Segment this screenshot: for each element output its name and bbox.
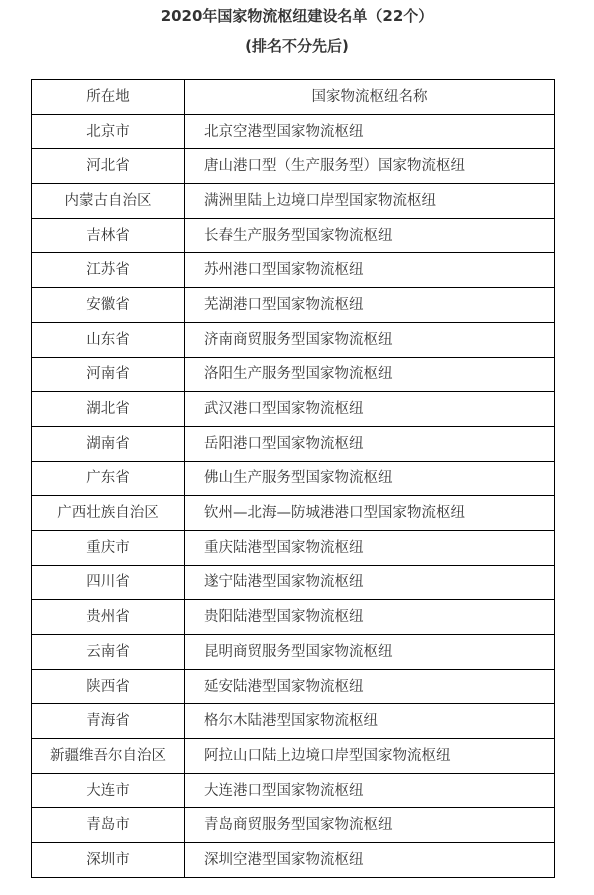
cell-location: 内蒙古自治区	[32, 184, 185, 219]
cell-location: 深圳市	[32, 843, 185, 878]
cell-hub-name: 青岛商贸服务型国家物流枢纽	[185, 808, 555, 843]
cell-location: 新疆维吾尔自治区	[32, 739, 185, 774]
page-subtitle: (排名不分先后)	[245, 37, 349, 55]
table-row	[32, 461, 555, 496]
cell-hub-name: 芜湖港口型国家物流枢纽	[185, 288, 555, 323]
table-row	[32, 565, 555, 600]
cell-location: 四川省	[32, 565, 185, 600]
cell-hub-name: 济南商贸服务型国家物流枢纽	[185, 322, 555, 357]
table-row	[32, 635, 555, 670]
table-row	[32, 426, 555, 461]
cell-location: 广东省	[32, 461, 185, 496]
cell-hub-name: 阿拉山口陆上边境口岸型国家物流枢纽	[185, 739, 555, 774]
cell-location: 广西壮族自治区	[32, 496, 185, 531]
cell-hub-name: 洛阳生产服务型国家物流枢纽	[185, 357, 555, 392]
cell-hub-name: 重庆陆港型国家物流枢纽	[185, 530, 555, 565]
cell-hub-name: 唐山港口型（生产服务型）国家物流枢纽	[185, 149, 555, 184]
cell-location: 云南省	[32, 635, 185, 670]
table-row	[32, 322, 555, 357]
logistics-hub-table	[31, 79, 555, 878]
cell-location: 安徽省	[32, 288, 185, 323]
cell-hub-name: 贵阳陆港型国家物流枢纽	[185, 600, 555, 635]
table-row	[32, 218, 555, 253]
header-hub-name: 国家物流枢纽名称	[185, 80, 555, 115]
cell-hub-name: 昆明商贸服务型国家物流枢纽	[185, 635, 555, 670]
table-row	[32, 843, 555, 878]
table-row	[32, 704, 555, 739]
cell-location: 河南省	[32, 357, 185, 392]
cell-hub-name: 遂宁陆港型国家物流枢纽	[185, 565, 555, 600]
cell-hub-name: 北京空港型国家物流枢纽	[185, 114, 555, 149]
cell-location: 青海省	[32, 704, 185, 739]
page-title: 2020年国家物流枢纽建设名单（22个）	[160, 7, 434, 25]
cell-location: 山东省	[32, 322, 185, 357]
cell-hub-name: 延安陆港型国家物流枢纽	[185, 669, 555, 704]
cell-location: 湖北省	[32, 392, 185, 427]
table-row	[32, 149, 555, 184]
cell-hub-name: 深圳空港型国家物流枢纽	[185, 843, 555, 878]
cell-location: 江苏省	[32, 253, 185, 288]
cell-hub-name: 佛山生产服务型国家物流枢纽	[185, 461, 555, 496]
cell-location: 贵州省	[32, 600, 185, 635]
table-row	[32, 530, 555, 565]
cell-hub-name: 大连港口型国家物流枢纽	[185, 773, 555, 808]
header-location: 所在地	[32, 80, 185, 115]
table-row	[32, 739, 555, 774]
cell-location: 重庆市	[32, 530, 185, 565]
table-row	[32, 253, 555, 288]
table-row	[32, 773, 555, 808]
cell-location: 吉林省	[32, 218, 185, 253]
cell-hub-name: 长春生产服务型国家物流枢纽	[185, 218, 555, 253]
table-row	[32, 184, 555, 219]
cell-location: 陕西省	[32, 669, 185, 704]
cell-hub-name: 岳阳港口型国家物流枢纽	[185, 426, 555, 461]
table-row	[32, 496, 555, 531]
cell-hub-name: 武汉港口型国家物流枢纽	[185, 392, 555, 427]
cell-hub-name: 苏州港口型国家物流枢纽	[185, 253, 555, 288]
table-row	[32, 669, 555, 704]
cell-location: 青岛市	[32, 808, 185, 843]
table-row	[32, 357, 555, 392]
cell-location: 北京市	[32, 114, 185, 149]
table-row	[32, 808, 555, 843]
cell-location: 大连市	[32, 773, 185, 808]
table-header-row	[32, 80, 555, 115]
table-row	[32, 114, 555, 149]
table-body	[32, 80, 555, 878]
table-row	[32, 392, 555, 427]
cell-location: 湖南省	[32, 426, 185, 461]
table-row	[32, 288, 555, 323]
table-row	[32, 600, 555, 635]
cell-hub-name: 格尔木陆港型国家物流枢纽	[185, 704, 555, 739]
cell-hub-name: 满洲里陆上边境口岸型国家物流枢纽	[185, 184, 555, 219]
cell-hub-name: 钦州—北海—防城港港口型国家物流枢纽	[185, 496, 555, 531]
cell-location: 河北省	[32, 149, 185, 184]
